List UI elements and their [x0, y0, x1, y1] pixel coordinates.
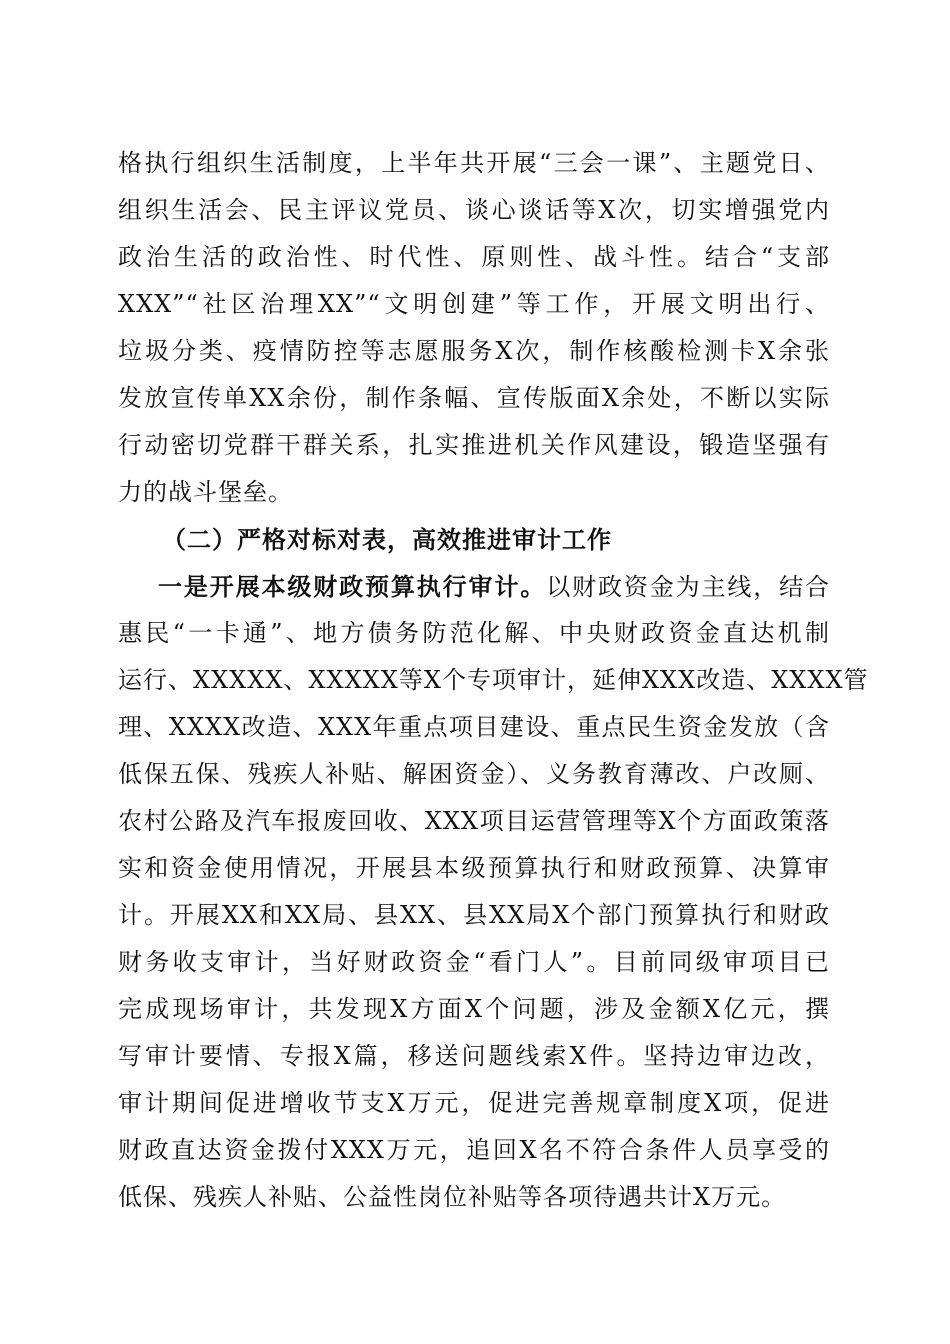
section-heading: （二）严格对标对表，高效推进审计工作: [162, 525, 612, 554]
text-line: 农村公路及汽车报废回收、XXX项目运营管理等X个方面政策落: [118, 807, 830, 835]
text-line: 垃圾分类、疫情防控等志愿服务X次，制作核酸检测卡X余张: [118, 337, 830, 365]
text-line: 组织生活会、民主评议党员、谈心谈话等X次，切实增强党内: [118, 196, 830, 224]
text-line: XXX”“社区治理XX”“文明创建”等工作，开展文明出行、: [118, 290, 830, 318]
text-line: 低保、残疾人补贴、公益性岗位补贴等各项待遇共计X万元。: [118, 1183, 787, 1211]
text-line: 财政直达资金拨付XXX万元，追回X名不符合条件人员享受的: [118, 1136, 830, 1164]
text-line: 力的战斗堡垒。: [118, 478, 293, 506]
text-line: 政治生活的政治性、时代性、原则性、战斗性。结合“支部: [118, 243, 830, 271]
text-line: 审计期间促进增收节支X万元，促进完善规章制度X项，促进: [118, 1089, 830, 1117]
first-line-rest: 以财政资金为主线，结合: [546, 573, 831, 601]
text-line: 完成现场审计，共发现X方面X个问题，涉及金额X亿元，撰: [118, 995, 830, 1023]
text-line: 计。开展XX和XX局、县XX、县XX局X个部门预算执行和财政: [118, 901, 830, 929]
paragraph-org-life: [118, 140, 830, 516]
text-line: 财务收支审计，当好财政资金“看门人”。目前同级审项目已: [118, 948, 830, 976]
text-line: 发放宣传单XX余份，制作条幅、宣传版面X余处，不断以实际: [118, 384, 830, 412]
document-body: [118, 140, 869, 1221]
text-line: 格执行组织生活制度，上半年共开展“三会一课”、主题党日、: [118, 149, 830, 177]
text-line: 行动密切党群干群关系，扎实推进机关作风建设，锻造坚强有: [118, 431, 830, 459]
text-line: 惠民“一卡通”、地方债务防范化解、中央财政资金直达机制: [118, 619, 830, 647]
text-line-first: [118, 563, 830, 610]
text-line: 理、XXXX改造、XXX年重点项目建设、重点民生资金发放（含: [118, 713, 830, 741]
text-line: 实和资金使用情况，开展县本级预算执行和财政预算、决算审: [118, 854, 830, 882]
text-line: 写审计要情、专报X篇，移送问题线索X件。坚持边审边改，: [118, 1042, 830, 1070]
paragraph-budget-audit: [118, 563, 869, 1221]
text-line: 运行、XXXXX、XXXXX等X个专项审计，延伸XXX改造、XXXX管: [118, 666, 869, 694]
lead-phrase: 一是开展本级财政预算执行审计。: [158, 572, 547, 601]
text-line: 低保五保、残疾人补贴、解困资金）、义务教育薄改、户改厕、: [118, 760, 830, 788]
